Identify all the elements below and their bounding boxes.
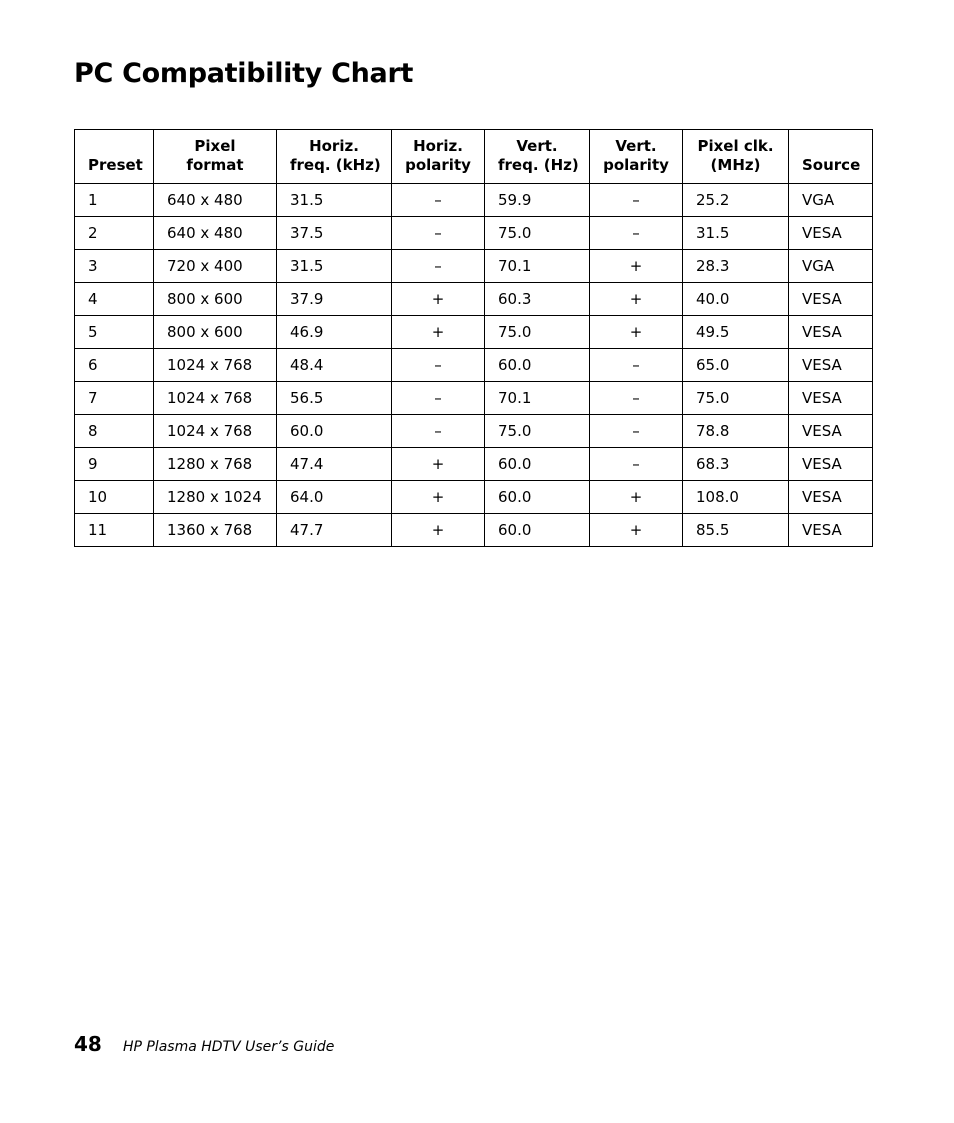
cell-vert-polarity: – bbox=[590, 349, 683, 382]
cell-horiz-freq: 37.9 bbox=[277, 283, 392, 316]
cell-horiz-freq: 46.9 bbox=[277, 316, 392, 349]
cell-source: VESA bbox=[789, 514, 873, 547]
table-row bbox=[75, 349, 873, 382]
cell-preset: 1 bbox=[75, 184, 154, 217]
pc-compatibility-table bbox=[74, 129, 873, 547]
cell-vert-freq: 70.1 bbox=[485, 250, 590, 283]
header-horiz-polarity: Horiz. polarity bbox=[392, 130, 485, 184]
guide-title: HP Plasma HDTV User’s Guide bbox=[122, 1039, 335, 1055]
table-row bbox=[75, 481, 873, 514]
cell-pixel-clock: 49.5 bbox=[683, 316, 789, 349]
cell-pixel-clock: 25.2 bbox=[683, 184, 789, 217]
header-source: Source bbox=[789, 130, 873, 184]
cell-vert-freq: 75.0 bbox=[485, 415, 590, 448]
cell-source: VGA bbox=[789, 184, 873, 217]
cell-horiz-freq: 60.0 bbox=[277, 415, 392, 448]
table-row bbox=[75, 283, 873, 316]
header-vert-freq: Vert. freq. (Hz) bbox=[485, 130, 590, 184]
cell-horiz-freq: 64.0 bbox=[277, 481, 392, 514]
cell-pixel-format: 1280 x 768 bbox=[154, 448, 277, 481]
cell-preset: 5 bbox=[75, 316, 154, 349]
cell-preset: 6 bbox=[75, 349, 154, 382]
cell-horiz-freq: 37.5 bbox=[277, 217, 392, 250]
cell-preset: 3 bbox=[75, 250, 154, 283]
page-footer bbox=[74, 1032, 334, 1056]
cell-pixel-format: 1280 x 1024 bbox=[154, 481, 277, 514]
cell-source: VESA bbox=[789, 349, 873, 382]
cell-pixel-format: 1024 x 768 bbox=[154, 415, 277, 448]
cell-pixel-clock: 78.8 bbox=[683, 415, 789, 448]
cell-horiz-freq: 31.5 bbox=[277, 250, 392, 283]
cell-vert-polarity: – bbox=[590, 448, 683, 481]
cell-pixel-format: 800 x 600 bbox=[154, 316, 277, 349]
cell-pixel-format: 1024 x 768 bbox=[154, 349, 277, 382]
cell-horiz-freq: 47.4 bbox=[277, 448, 392, 481]
cell-pixel-format: 640 x 480 bbox=[154, 217, 277, 250]
cell-pixel-clock: 65.0 bbox=[683, 349, 789, 382]
table-row bbox=[75, 415, 873, 448]
cell-vert-polarity: + bbox=[590, 481, 683, 514]
cell-vert-freq: 70.1 bbox=[485, 382, 590, 415]
cell-vert-polarity: + bbox=[590, 514, 683, 547]
cell-vert-polarity: – bbox=[590, 217, 683, 250]
header-pixel-clock: Pixel clk. (MHz) bbox=[683, 130, 789, 184]
cell-source: VESA bbox=[789, 316, 873, 349]
cell-vert-polarity: – bbox=[590, 184, 683, 217]
cell-pixel-clock: 85.5 bbox=[683, 514, 789, 547]
cell-horiz-freq: 47.7 bbox=[277, 514, 392, 547]
table-row bbox=[75, 448, 873, 481]
cell-vert-freq: 75.0 bbox=[485, 316, 590, 349]
cell-vert-polarity: – bbox=[590, 415, 683, 448]
cell-vert-freq: 75.0 bbox=[485, 217, 590, 250]
table-row bbox=[75, 316, 873, 349]
header-preset: Preset bbox=[75, 130, 154, 184]
cell-source: VGA bbox=[789, 250, 873, 283]
cell-source: VESA bbox=[789, 217, 873, 250]
cell-source: VESA bbox=[789, 283, 873, 316]
table-header-row bbox=[75, 130, 873, 184]
cell-horiz-freq: 56.5 bbox=[277, 382, 392, 415]
cell-pixel-clock: 75.0 bbox=[683, 382, 789, 415]
cell-horiz-freq: 48.4 bbox=[277, 349, 392, 382]
cell-pixel-format: 720 x 400 bbox=[154, 250, 277, 283]
cell-horiz-polarity: + bbox=[392, 514, 485, 547]
cell-pixel-clock: 31.5 bbox=[683, 217, 789, 250]
cell-preset: 7 bbox=[75, 382, 154, 415]
cell-preset: 8 bbox=[75, 415, 154, 448]
cell-pixel-format: 800 x 600 bbox=[154, 283, 277, 316]
header-pixel-format: Pixel format bbox=[154, 130, 277, 184]
cell-source: VESA bbox=[789, 481, 873, 514]
cell-horiz-polarity: – bbox=[392, 415, 485, 448]
cell-preset: 2 bbox=[75, 217, 154, 250]
cell-pixel-clock: 108.0 bbox=[683, 481, 789, 514]
cell-vert-polarity: – bbox=[590, 382, 683, 415]
cell-source: VESA bbox=[789, 448, 873, 481]
cell-preset: 4 bbox=[75, 283, 154, 316]
cell-horiz-freq: 31.5 bbox=[277, 184, 392, 217]
cell-vert-polarity: + bbox=[590, 250, 683, 283]
cell-preset: 10 bbox=[75, 481, 154, 514]
cell-horiz-polarity: – bbox=[392, 250, 485, 283]
cell-horiz-polarity: – bbox=[392, 349, 485, 382]
cell-horiz-polarity: – bbox=[392, 184, 485, 217]
table-row bbox=[75, 217, 873, 250]
cell-horiz-polarity: + bbox=[392, 448, 485, 481]
cell-vert-polarity: + bbox=[590, 316, 683, 349]
cell-preset: 9 bbox=[75, 448, 154, 481]
cell-horiz-polarity: – bbox=[392, 217, 485, 250]
cell-vert-freq: 60.0 bbox=[485, 481, 590, 514]
table-row bbox=[75, 382, 873, 415]
page-title: PC Compatibility Chart bbox=[74, 58, 414, 89]
table-row bbox=[75, 514, 873, 547]
table-row bbox=[75, 184, 873, 217]
cell-pixel-format: 1360 x 768 bbox=[154, 514, 277, 547]
cell-vert-freq: 60.3 bbox=[485, 283, 590, 316]
cell-horiz-polarity: + bbox=[392, 283, 485, 316]
cell-source: VESA bbox=[789, 415, 873, 448]
cell-vert-polarity: + bbox=[590, 283, 683, 316]
table-row bbox=[75, 250, 873, 283]
cell-vert-freq: 60.0 bbox=[485, 349, 590, 382]
cell-preset: 11 bbox=[75, 514, 154, 547]
cell-pixel-format: 1024 x 768 bbox=[154, 382, 277, 415]
cell-vert-freq: 59.9 bbox=[485, 184, 590, 217]
cell-vert-freq: 60.0 bbox=[485, 514, 590, 547]
cell-source: VESA bbox=[789, 382, 873, 415]
cell-vert-freq: 60.0 bbox=[485, 448, 590, 481]
cell-horiz-polarity: – bbox=[392, 382, 485, 415]
header-horiz-freq: Horiz. freq. (kHz) bbox=[277, 130, 392, 184]
cell-horiz-polarity: + bbox=[392, 481, 485, 514]
cell-pixel-clock: 40.0 bbox=[683, 283, 789, 316]
cell-horiz-polarity: + bbox=[392, 316, 485, 349]
cell-pixel-clock: 68.3 bbox=[683, 448, 789, 481]
cell-pixel-format: 640 x 480 bbox=[154, 184, 277, 217]
page-number: 48 bbox=[74, 1032, 102, 1056]
cell-pixel-clock: 28.3 bbox=[683, 250, 789, 283]
header-vert-polarity: Vert. polarity bbox=[590, 130, 683, 184]
